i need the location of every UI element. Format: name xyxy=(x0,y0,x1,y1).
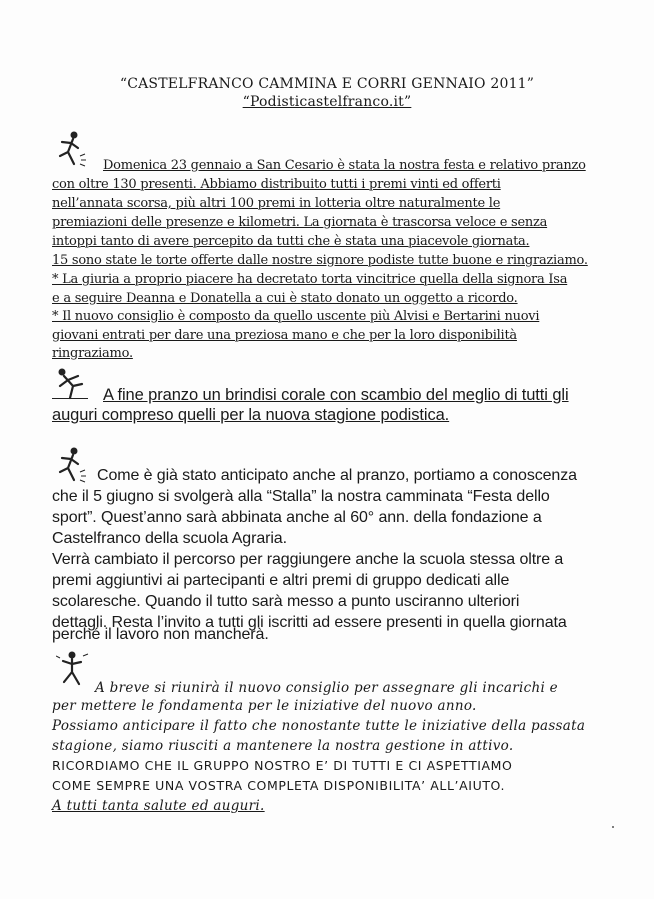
section3-line: perché il lavoro non mancherà. xyxy=(52,626,269,643)
section4-line: stagione, siamo riusciti a mantenere la nostra gestione in attivo. xyxy=(52,738,514,754)
section1-line: e a seguire Deanna e Donatella a cui è stato donato un oggetto a ricordo. xyxy=(52,291,518,306)
section3-line: Verrà cambiato il percorso per raggiungere anche la scuola stessa oltre a xyxy=(52,551,564,568)
section1-line: ringraziamo. xyxy=(52,346,133,361)
runner-icon xyxy=(56,650,90,690)
section1-line: con oltre 130 presenti. Abbiamo distribuito tutti i premi vinti ed offerti xyxy=(52,177,501,192)
section3-line: Come è già stato anticipato anche al pranzo, portiamo a conoscenza xyxy=(97,467,577,484)
runner-icon xyxy=(56,366,90,406)
section1-line: * La giuria a proprio piacere ha decretato torta vincitrice quella della signora Isa xyxy=(52,272,568,287)
section3-line: scolaresche. Quando il tutto sarà messo a punto usciranno ulteriori xyxy=(52,593,520,610)
section3-line: sport”. Quest’anno sarà abbinata anche al 60° ann. della fondazione a xyxy=(52,509,542,526)
section2-line: A fine pranzo un brindisi corale con scambio del meglio di tutti gli xyxy=(103,386,569,404)
runner-icon xyxy=(52,446,86,486)
section3-line: dettagli. Resta l’invito a tutti gli iscritti ad essere presenti in quella giornata xyxy=(52,614,567,631)
section4-line: per mettere le fondamenta per le iniziative del nuovo anno. xyxy=(52,698,477,714)
document-title: “CASTELFRANCO CAMMINA E CORRI GENNAIO 2011” xyxy=(119,76,535,92)
section4-line: COME SEMPRE UNA VOSTRA COMPLETA DISPONIBILITA’ ALL’AIUTO. xyxy=(52,778,506,793)
section1-line: premiazioni delle presenze e kilometri. La giornata è trascorsa veloce e senza xyxy=(52,215,548,230)
runner-icon xyxy=(52,130,86,170)
section1-line: Domenica 23 gennaio a San Cesario è stata la nostra festa e relativo pranzo xyxy=(103,158,586,173)
document-subtitle: “Podisticastelfranco.it” xyxy=(242,94,412,110)
section1-line: giovani entrati per dare una preziosa mano e che per la loro disponibilità xyxy=(52,328,517,343)
section4-line: A breve si riunirà il nuovo consiglio per assegnare gli incarichi e xyxy=(95,680,558,696)
divider-dash xyxy=(52,398,88,399)
section1-line: nell’annata scorsa, più altri 100 premi in lotteria oltre naturalmente le xyxy=(52,196,501,211)
section3-line: Castelfranco della scuola Agraria. xyxy=(52,530,287,547)
section1-line: * Il nuovo consiglio è composto da quello uscente più Alvisi e Bertarini nuovi xyxy=(52,309,540,324)
section3-line: premi aggiuntivi ai partecipanti e altri premi di gruppo dedicati alle xyxy=(52,572,510,589)
section4-line: Possiamo anticipare il fatto che nonostante tutte le iniziative della passata xyxy=(52,718,586,734)
section4-line: RICORDIAMO CHE IL GRUPPO NOSTRO E’ DI TUTTI E CI ASPETTIAMO xyxy=(52,758,513,773)
section1-line: intoppi tanto di avere percepito da tutti che è stata una piacevole giornata. xyxy=(52,234,530,249)
section1-line: 15 sono state le torte offerte dalle nostre signore podiste tutte buone e ringraziamo. xyxy=(52,253,588,268)
scan-speck xyxy=(612,826,614,828)
section3-line: che il 5 giugno si svolgerà alla “Stalla” la nostra camminata “Festa dello xyxy=(52,488,550,505)
section4-closing: A tutti tanta salute ed auguri. xyxy=(52,798,265,814)
section2-line: auguri compreso quelli per la nuova stagione podistica. xyxy=(52,406,450,424)
